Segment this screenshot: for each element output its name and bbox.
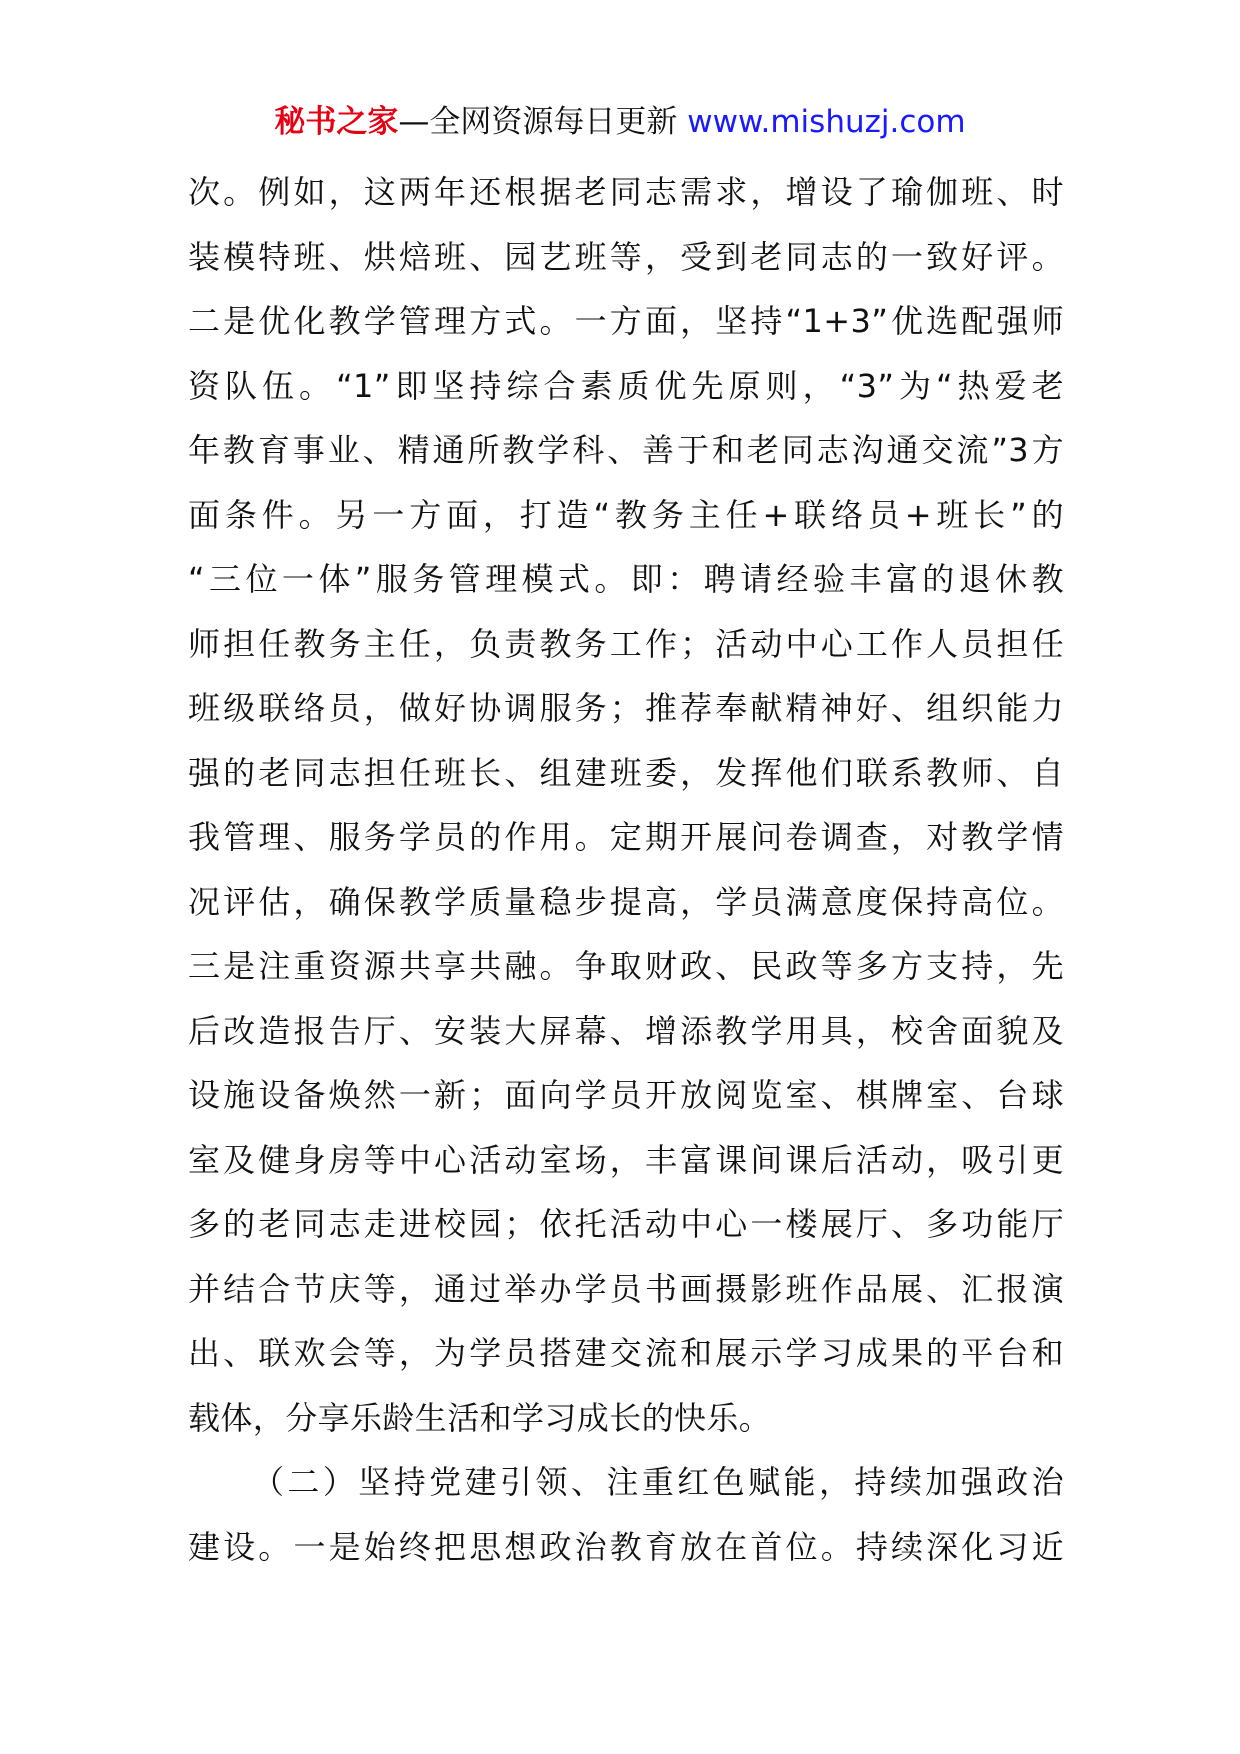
section-heading-line: （二）坚持党建引领、注重红色赋能，持续加强政治 [252,1463,1064,1501]
body-line: 多的老同志走进校园；依托活动中心一楼展厅、多功能厅 [188,1205,1064,1243]
body-line: 况评估，确保教学质量稳步提高，学员满意度保持高位。 [188,882,1064,921]
body-line: 强的老同志担任班长、组建班委，发挥他们联系教师、自 [188,753,1064,792]
body-line: “三位一体”服务管理模式。即：聘请经验丰富的退休教 [188,560,1064,598]
header-tagline: —全网资源每日更新 [398,104,688,140]
body-line: 设施设备焕然一新；面向学员开放阅览室、棋牌室、台球 [188,1076,1064,1114]
body-line: 我管理、服务学员的作用。定期开展问卷调查，对教学情 [188,818,1064,856]
body-line: 次。例如，这两年还根据老同志需求，增设了瑜伽班、时 [188,173,1064,211]
body-line: 后改造报告厅、安装大屏幕、增添教学用具，校舍面貌及 [188,1011,1064,1050]
body-line: 并结合节庆等，通过举办学员书画摄影班作品展、汇报演 [188,1269,1064,1308]
body-line: 师担任教务主任，负责教务工作；活动中心工作人员担任 [188,624,1064,663]
body-line: 资队伍。“1”即坚持综合素质优先原则，“3”为“热爱老 [188,366,1064,405]
body-line: 三是注重资源共享共融。争取财政、民政等多方支持，先 [188,947,1064,985]
body-line: 室及健身房等中心活动室场，丰富课间课后活动，吸引更 [188,1140,1064,1179]
site-url-link[interactable]: www.mishuzj.com [687,104,966,140]
body-line: 面条件。另一方面，打造“教务主任+联络员+班长”的 [188,495,1064,534]
body-line: 班级联络员，做好协调服务；推荐奉献精神好、组织能力 [188,689,1064,727]
body-line: 年教育事业、精通所教学科、善于和老同志沟通交流”3方 [188,431,1064,469]
body-line: 二是优化教学管理方式。一方面，坚持“1+3”优选配强师 [188,302,1064,340]
body-line: 建设。一是始终把思想政治教育放在首位。持续深化习近 [188,1527,1064,1566]
body-line: 装模特班、烘焙班、园艺班等，受到老同志的一致好评。 [188,237,1064,276]
site-header [0,98,1240,146]
brand-name: 秘书之家 [274,104,399,140]
body-line: 出、联欢会等，为学员搭建交流和展示学习成果的平台和 [188,1334,1064,1372]
body-line: 载体，分享乐龄生活和学习成长的快乐。 [188,1398,772,1437]
document-body [188,160,1064,1579]
